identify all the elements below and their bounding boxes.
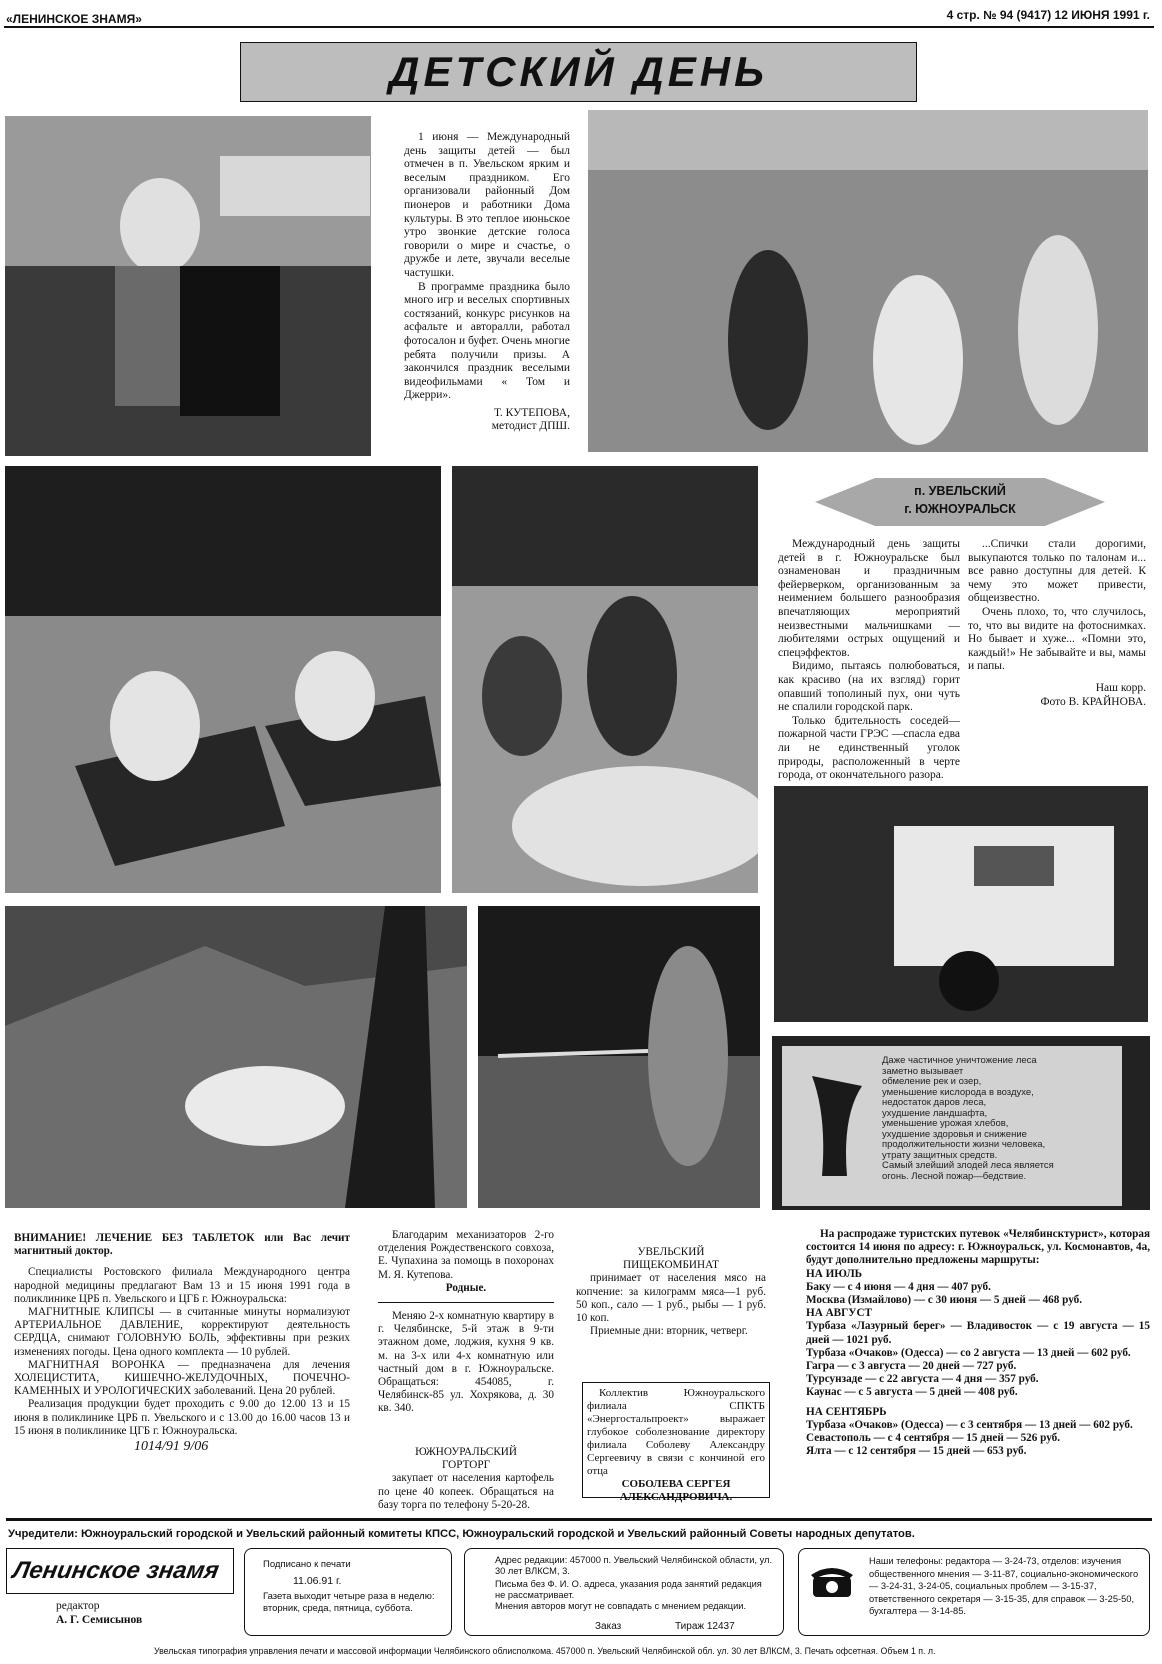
ad-magnets-title: ВНИМАНИЕ! ЛЕЧЕНИЕ БЕЗ ТАБЛЕТОК	[14, 1232, 255, 1244]
intro-paragraph: 1 июня — Международный день защиты детей — был отмечен в п. Увельском ярким и веселым праздником. Его организовали районный Дом пионеров и работники Дома культуры. В это теплое июньское утро звонкие детские голоса говорили о мире и счастье, о дружбе и лете, звучали веселые частушки.	[404, 131, 570, 279]
south-article-col1	[778, 538, 960, 783]
ad-paragraph: Реализация продукции будет проходить с 9.00 до 12.00 13 и 15 июня в поликлинике ЦРБ п. Увельского и с 13.00 до 16.00 часов 13 и 15 июня в поликлинике ЦГБ г. Южноуральска.	[14, 1398, 350, 1437]
telephone-icon	[809, 1565, 855, 1599]
condolence-box	[582, 1382, 770, 1503]
tours-item: Турбаза «Очаков» (Одесса) — со 2 августа — 13 дней — 602 руб.	[806, 1346, 1131, 1359]
poster-line: Самый злейший злодей леса является	[882, 1160, 1054, 1171]
tours-july-heading: НА ИЮЛЬ	[806, 1267, 863, 1280]
ad-paragraph: МАГНИТНЫЕ КЛИПСЫ — в считанные минуты нормализуют АРТЕРИАЛЬНОЕ ДАВЛЕНИЕ, корректируют деятельность СЕРДЦА, снимают ГОЛОВНУЮ БОЛЬ, эффективны при резких изменениях погоды. Цена одного комплекта — 10 рублей.	[14, 1306, 350, 1358]
south-paragraph: ...Спички стали дорогими, выкупаются только по талонам и... все равно доступны для детей. К чему это может привести, общеизвестно.	[968, 538, 1146, 605]
signed-date: 11.06.91 г.	[293, 1575, 342, 1587]
ad-thanks	[378, 1229, 554, 1295]
tours-item: Турсунзаде — с 22 августа — 4 дня — 357 руб.	[806, 1373, 1039, 1386]
meat-title-1: УВЕЛЬСКИЙ	[637, 1246, 705, 1258]
gortorg-title-2: ГОРТОРГ	[441, 1459, 491, 1472]
founders-line: Учредители: Южноуральский городской и Увельский районный комитеты КПСС, Южноуральский городской и Увельский районный Советы народных депутатов.	[8, 1528, 915, 1540]
poster-line: Даже частичное уничтожение леса	[882, 1055, 1037, 1066]
intro-author-role: методист ДПШ.	[491, 420, 570, 433]
gortorg-title-1: ЮЖНОУРАЛЬСКИЙ	[415, 1446, 517, 1458]
poster-line: ухудшение здоровья и снижение	[882, 1128, 1027, 1140]
exchange-text: Меняю 2-х комнатную квартиру в г. Челябинске, 5-й этаж в 9-ти этажном доме, лоджия, кухня 9 кв. м. на 3-х или 4-х комнатную или частный дом в г. Южноуральске. Обращаться: 454085, г. Челябинск-85 ул. Хохрякова, д. 30 кв. 340.	[378, 1310, 554, 1415]
masthead-right: 4 стр. № 94 (9417) 12 ИЮНЯ 1991 г.	[946, 8, 1150, 22]
banner-line-2: г. ЮЖНОУРАЛЬСК	[904, 502, 1016, 516]
south-article-col2	[968, 538, 1146, 709]
poster-text	[882, 1056, 1122, 1182]
banner-line-1: п. УВЕЛЬСКИЙ	[914, 484, 1006, 498]
condolence-text: Коллектив Южноуральского филиала СПКТБ «Энергостальпроект» выражает глубокое соболезнование директору филиала Соболеву Александру Сергеевичу в связи с кончиной его отца	[587, 1387, 765, 1477]
tours-item: Турбаза «Лазурный берег» — Владивосток — с 19 августа — 15 дней — 1021 руб.	[806, 1320, 1150, 1346]
masthead-left: «ЛЕНИНСКОЕ ЗНАМЯ»	[6, 12, 142, 26]
poster-line: уменьшение урожая хлебов,	[882, 1118, 1009, 1129]
poster-line: продолжительности жизни человека,	[882, 1139, 1046, 1150]
intro-article	[404, 131, 570, 434]
footer-logo-box	[6, 1548, 236, 1638]
ad-tours	[806, 1228, 1150, 1458]
phones-text: Наши телефоны: редактора — 3-24-73, отделов: изучения общественного мнения — 3-11-87, социально-экономического — 3-24-31, 3-24-05, социальных проблем — 3-15-37, ответственного секретаря — 3-15-35, для справок — 3-25-50, бухгалтера — 3-14-85.	[869, 1556, 1139, 1616]
top-rule	[4, 26, 1154, 28]
photo-accordion-boy	[5, 116, 371, 456]
tours-item: Москва (Измайлово) — с 30 июня — 5 дней — 468 руб.	[806, 1294, 1083, 1307]
poster-line: недостаток даров леса,	[882, 1097, 987, 1108]
tours-intro: На распродаже туристских путевок «Челябинсктурист», которая состоится 14 июня по адресу: г. Южноуральск, ул. Космонавтов, 4а, будут дополнительно предложены маршруты:	[806, 1228, 1150, 1267]
logo-frame	[6, 1548, 234, 1594]
footer-signed-box	[244, 1548, 452, 1636]
meat-title-2: ПИЩЕКОМБИНАТ	[623, 1259, 719, 1272]
poster-line: обмеление рек и озер,	[882, 1076, 982, 1087]
poster-line: ухудшение ландшафта,	[882, 1107, 988, 1119]
printer-line: Увельская типография управления печати и массовой информации Челябинского облисполкома. 457000 п. Увельский Челябинской обл. ул. 30 лет ВЛКСМ, 3. Печать офсетная. Объем 1 п. л.	[154, 1646, 936, 1656]
tours-item: Севастополь — с 4 сентября — 15 дней — 526 руб.	[806, 1432, 1061, 1445]
tirazh-label: Тираж 12437	[675, 1621, 735, 1632]
south-paragraph: Международный день защиты детей в г. Южноуральске был ознаменован и праздничным фейерверком, организованным за неимением большего разнообразия впечатляющих мероприятий неизвестными мальчишками — любителями острых ощущений и спецэффектов.	[778, 538, 960, 659]
page-title: ДЕТСКИЙ ДЕНЬ	[389, 48, 768, 95]
tours-item: Гагра — с 3 августа — 20 дней — 727 руб.	[806, 1360, 1017, 1373]
south-credit-2: Фото В. КРАЙНОВА.	[1040, 695, 1146, 708]
ad-magnets-title-rest: или Вас лечит магнитный доктор.	[14, 1232, 350, 1258]
ad-paragraph: МАГНИТНАЯ ВОРОНКА — предназначена для лечения ХОЛЕЦИСТИТА, КИШЕЧНО-ЖЕЛУДОЧНЫХ, ПОЧЕЧНО-КАМЕННЫХ И УРОЛОГИЧЕСКИХ заболеваний. Цена 20 рублей.	[14, 1358, 350, 1398]
order-label: Заказ	[595, 1621, 622, 1632]
south-paragraph: Только бдительность соседей—пожарной части ГРЭС —спасла едва ли не единственный уголок природы, расположенный в черте города, от окончательного разора.	[778, 714, 960, 782]
tours-item: Баку — с 4 июня — 4 дня — 407 руб.	[806, 1280, 991, 1293]
tours-item: Турбаза «Очаков» (Одесса) — с 3 сентября — 13 дней — 602 руб.	[806, 1418, 1133, 1431]
meat-text: принимает от населения мясо на копчение: за килограмм мяса—1 руб. 50 коп., сало — 1 руб., рыбы — 1 руб. 10 коп.	[576, 1272, 766, 1325]
poster-line: огонь. Лесной пожар—бедствие.	[882, 1170, 1027, 1182]
photo-pedal-cars	[5, 466, 441, 893]
ad-gortorg	[378, 1446, 554, 1512]
south-paragraph: Видимо, пытаясь полюбоваться, как красиво (на их взгляд) горит опавший тополиный пух, они чуть не спалили городской парк.	[778, 660, 960, 714]
gortorg-text: закупает от населения картофель по цене 40 копеек. Обращаться на базу торга по телефону 5-20-28.	[378, 1472, 554, 1511]
footer-address-box	[464, 1548, 784, 1636]
photo-fire-truck	[774, 786, 1148, 1022]
headline-box	[240, 42, 917, 102]
photo-children-game	[452, 466, 758, 893]
signed-label: Подписано к печати	[263, 1559, 351, 1570]
tours-aug-heading: НА АВГУСТ	[806, 1307, 872, 1320]
ad-meat	[576, 1218, 766, 1338]
thanks-sign: Родные.	[445, 1281, 487, 1294]
forest-poster-photo	[772, 1036, 1150, 1210]
meat-days: Приемные дни: вторник, четверг.	[590, 1325, 748, 1338]
tours-sep-heading: НА СЕНТЯБРЬ	[806, 1405, 887, 1418]
letters-text: Письма без Ф. И. О. адреса, указания рода занятий редакция не рассматривает.	[495, 1579, 762, 1600]
south-credit-1: Наш корр.	[1095, 681, 1146, 694]
editor-name: А. Г. Семисынов	[56, 1614, 143, 1626]
poster-line: утрату защитных средств.	[882, 1149, 998, 1161]
address-text: Адрес редакции: 457000 п. Увельский Челябинской области, ул. 30 лет ВЛКСМ, 3.	[495, 1555, 773, 1576]
opinion-text: Мнения авторов могут не совпадать с мнением редакции.	[495, 1601, 747, 1611]
footer-phones-box	[798, 1548, 1150, 1636]
handwritten-note: 1014/91 9/06	[134, 1439, 209, 1455]
thanks-text: Благодарим механизаторов 2-го отделения Рождественского совхоза, Е. Чупахина за помощь в похоронах М. Я. Кутепова.	[378, 1229, 554, 1281]
rule	[378, 1302, 554, 1303]
ad-magnets	[14, 1232, 350, 1453]
ad-paragraph: Специалисты Ростовского филиала Международного центра народной медицины предлагают Вам 13 и 15 июня 1991 года в поликлинике ЦРБ п. Увельского и ЦГБ г. Южноуральска:	[14, 1266, 350, 1305]
editor-role: редактор	[56, 1600, 100, 1612]
photo-grass-fire	[5, 906, 467, 1208]
tours-item: Каунас — с 5 августа — 5 дней — 408 руб.	[806, 1386, 1018, 1399]
intro-author: Т. КУТЕПОВА,	[494, 406, 570, 419]
poster-line: уменьшение кислорода в воздухе,	[882, 1086, 1034, 1098]
ad-exchange	[378, 1310, 554, 1416]
photo-firefighter-hose	[478, 906, 760, 1208]
condolence-name: СОБОЛЕВА СЕРГЕЯ АЛЕКСАНДРОВИЧА.	[619, 1478, 733, 1503]
footer-rule	[6, 1518, 1152, 1521]
south-banner-text	[815, 482, 1105, 518]
intro-paragraph: В программе праздника было много игр и веселых спортивных состязаний, конкурс рисунков на асфальте и автоpалли, работал фотосалон и буфет. Очень многие ребята получили призы. А закончился праздник веселыми видеофильмами « Том и Джерри».	[404, 280, 570, 402]
south-paragraph: Очень плохо, то, что случилось, то, что вы видите на фотоснимках. Но бывает и хуже... «Помни это, каждый!» Не забывайте и вы, мамы и папы.	[968, 605, 1146, 673]
schedule: Газета выходит четыре раза в неделю: вторник, среда, пятница, суббота.	[263, 1591, 435, 1614]
poster-line: заметно вызывает	[882, 1065, 964, 1077]
newspaper-logo: Ленинское знамя	[10, 1557, 222, 1584]
tours-item: Ялта — с 12 сентября — 15 дней — 653 руб.	[806, 1445, 1027, 1458]
photo-round-dance	[588, 110, 1148, 452]
